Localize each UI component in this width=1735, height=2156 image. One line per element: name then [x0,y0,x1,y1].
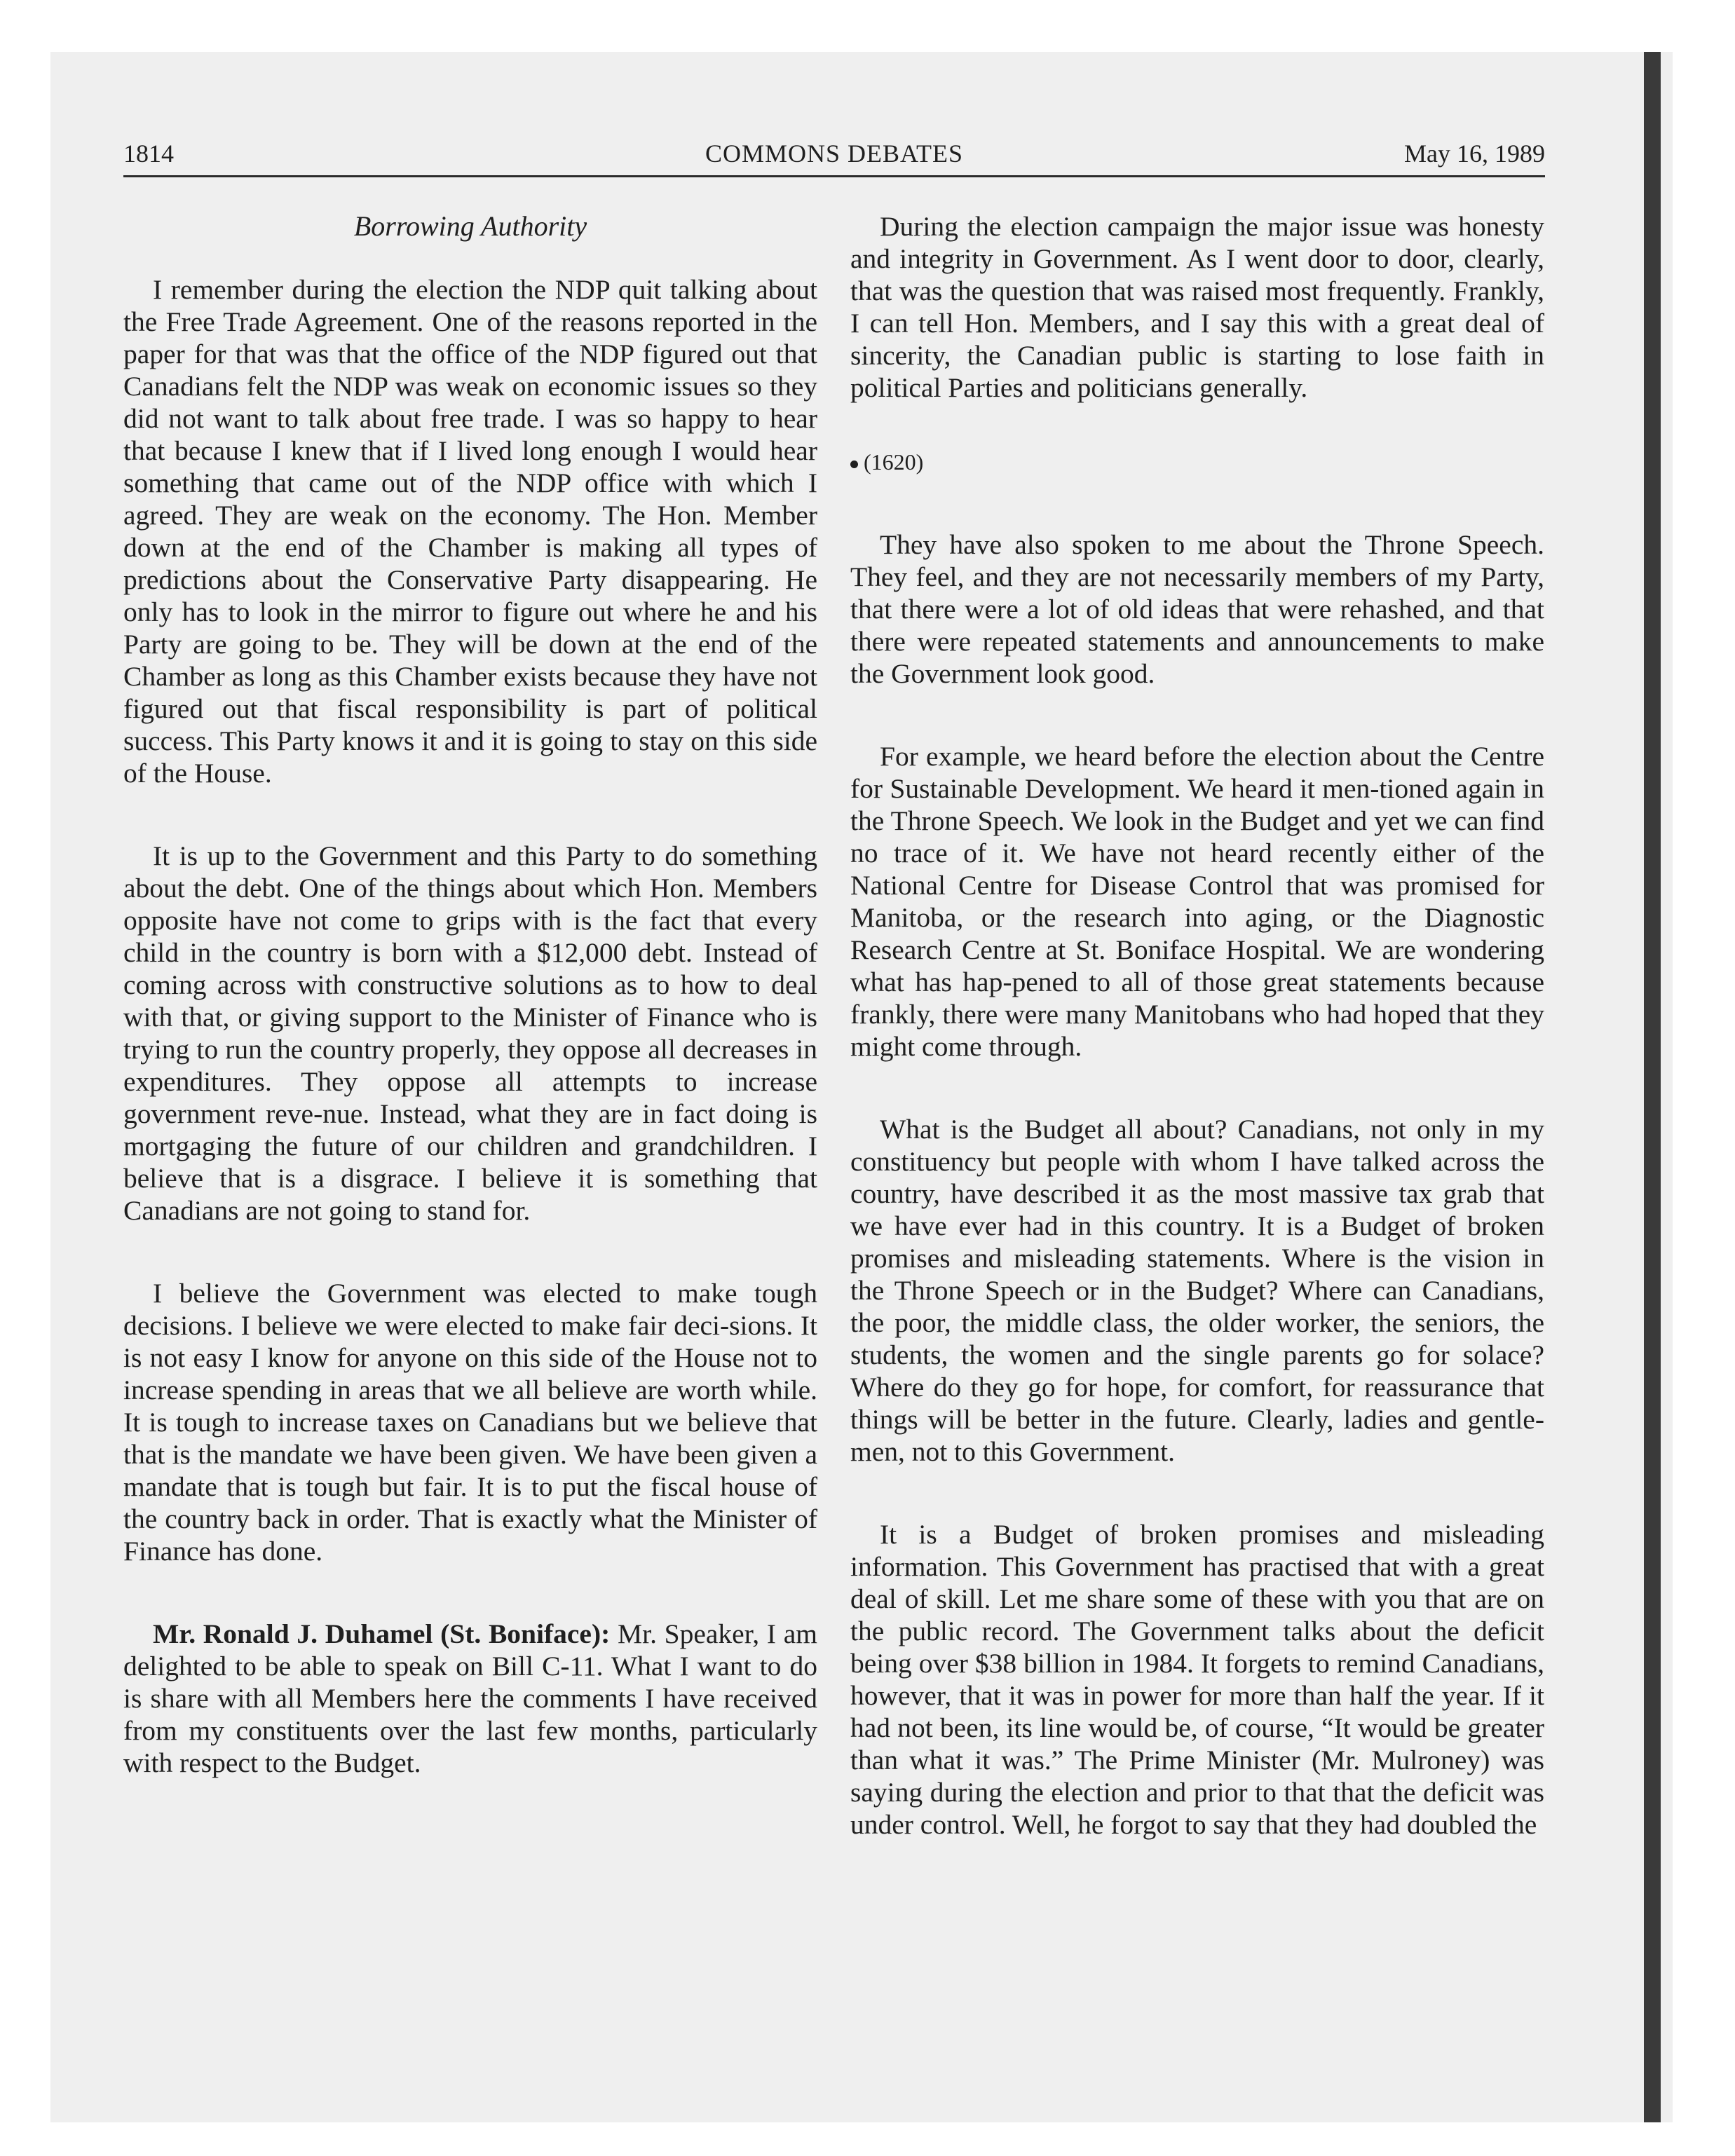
scan-edge-shadow [1644,52,1661,2122]
paragraph: They have also spoken to me about the Throne Speech. They feel, and they are not necessarily members of my Party, that there were a lot of old ideas that were rehashed, and that there were repeated statements and announcements to make the Government look good. [850,529,1544,689]
journal-title: COMMONS DEBATES [705,139,964,168]
page-number: 1814 [123,139,174,168]
left-column [123,210,817,1779]
paragraph: I remember during the election the NDP quit talking about the Free Trade Agreement. One of the reasons reported in the paper for that was that the office of the NDP figured out that Canadians felt the NDP was weak on economic issues so they did not want to talk about free trade. I was so happy to hear that because I knew that if I lived long enough I would hear something that came out of the NDP office with which I agreed. They are weak on the economy. The Hon. Member down at the end of the Chamber is making all types of predictions about the Conservative Party disappearing. He only has to look in the mirror to figure out where he and his Party are going to be. They will be down at the end of the Chamber as long as this Chamber exists because they have not figured out that fiscal responsibility is part of political success. This Party knows it and it is going to stay on this side of the House. [123,274,817,789]
paragraph: What is the Budget all about? Canadians, not only in my constituency but people with whom I have talked across the country, have described it as the most massive tax grab that we have ever had in this country. It is a Budget of broken promises and misleading statements. Where is the vision in the Throne Speech or in the Budget? Where can Canadians, the poor, the middle class, the older worker, the seniors, the students, the women and the single parents go for solace? Where do they go for hope, for comfort, for reassurance that things will be better in the future. Clearly, ladies and gentle-men, not to this Government. [850,1114,1544,1467]
speaker-name: Mr. Ronald J. Duhamel (St. Boniface): [153,1618,611,1649]
paragraph: During the election campaign the major issue was honesty and integrity in Government. As I went door to door, clearly, that was the question that was raised most frequently. Frankly, I can tell Hon. Members, and I say this with a great deal of sincerity, the Canadian public is starting to lose faith in political Parties and politicians generally. [850,211,1544,403]
speaker-paragraph [123,1618,817,1779]
bullet-icon [850,460,858,468]
issue-date: May 16, 1989 [1404,139,1545,168]
timestamp-text: (1620) [864,449,924,475]
header-rule [123,175,1545,177]
paragraph: It is up to the Government and this Party to do something about the debt. One of the things about which Hon. Members opposite have not come to grips with is the fact that every child in the country is born with a $12,000 debt. Instead of coming across with constructive solutions as to how to deal with that, or giving support to the Minister of Finance who is trying to run the country properly, they oppose all decreases in expenditures. They oppose all attempts to increase government reve-nue. Instead, what they are in fact doing is mortgaging the future of our children and grandchildren. I believe that is a disgrace. I believe it is something that Canadians are not going to stand for. [123,840,817,1226]
page-header [123,137,1545,179]
paragraph: For example, we heard before the election about the Centre for Sustainable Development. We heard it men-tioned again in the Throne Speech. We look in the Budget and yet we can find no trace of it. We have not heard recently either of the National Centre for Disease Control that was promised for Manitoba, or the research into aging, or the Diagnostic Research Centre at St. Boniface Hospital. We are wondering what has hap-pened to all of those great statements because frankly, there were many Manitobans who had hoped that they might come through. [850,741,1544,1062]
speaker-text: Mr. Speaker, I am delighted to be able to speak on Bill C-11. What I want to do is share with all Members here the comments I have received from my constituents over the last few months, particularly with respect to the Budget. [123,1618,817,1778]
timestamp-marker [850,446,1544,478]
section-heading: Borrowing Authority [353,210,587,242]
paragraph: It is a Budget of broken promises and misleading information. This Government has practised that with a great deal of skill. Let me share some of these with you that are on the public record. The Government talks about the deficit being over $38 billion in 1984. It forgets to remind Canadians, however, that it was in power for more than half the year. If it had not been, its line would be, of course, “It would be greater than what it was.” The Prime Minister (Mr. Mulroney) was saying during the election and prior to that that the deficit was under control. Well, he forgot to say that they had doubled the [850,1519,1544,1840]
right-column [850,210,1544,1841]
paragraph: I believe the Government was elected to make tough decisions. I believe we were elected to make fair deci-sions. It is not easy I know for anyone on this side of the House not to increase spending in areas that we all believe are worth while. It is tough to increase taxes on Canadians but we believe that that is the mandate we have been given. We have been given a mandate that is tough but fair. It is to put the fiscal house of the country back in order. That is exactly what the Minister of Finance has done. [123,1278,817,1567]
